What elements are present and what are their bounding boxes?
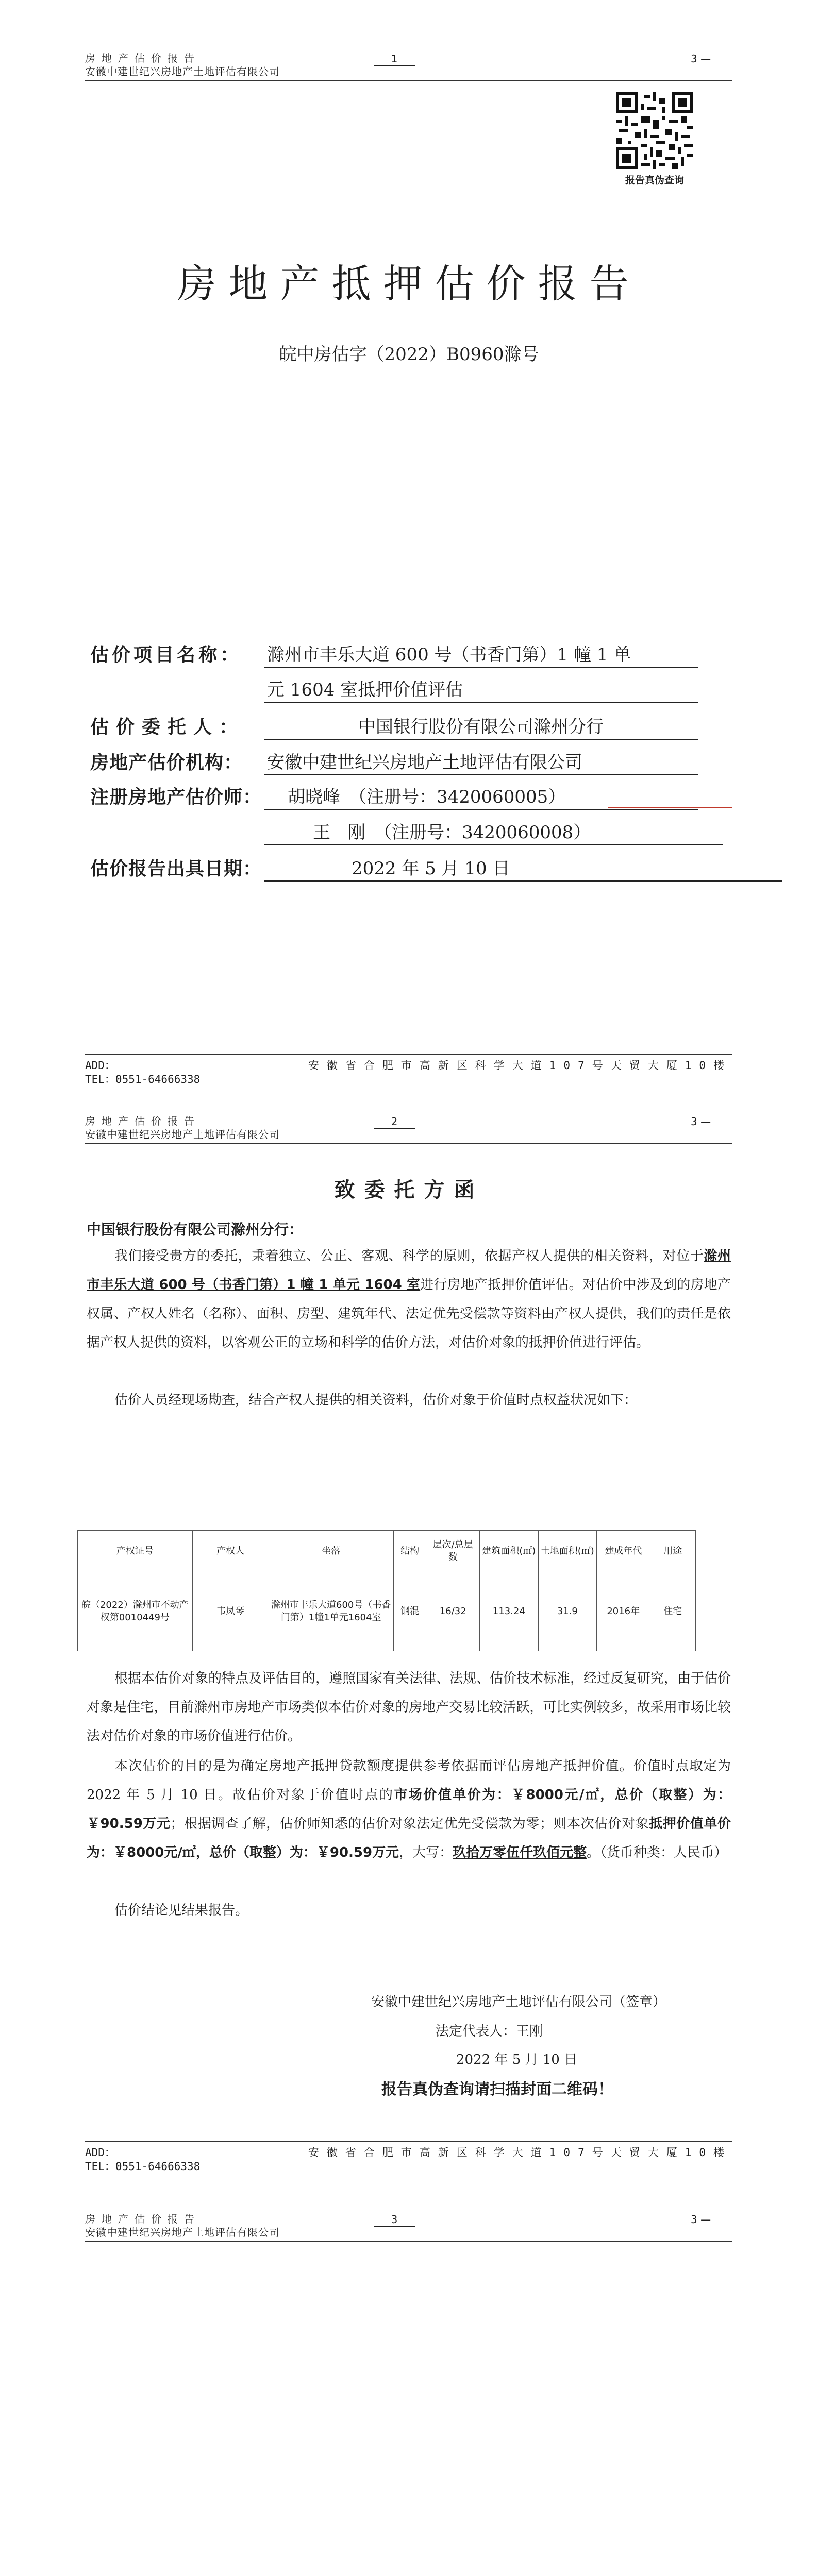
appraiser-1: 胡晓峰 （注册号：3420060005） [264,783,698,810]
footer-rule [85,1054,732,1055]
header-company: 安徽中建世纪兴房地产土地评估有限公司 [85,65,280,78]
signer-company: 安徽中建世纪兴房地产土地评估有限公司（签章） [371,1994,666,2010]
header-title: 房地产估价报告 [85,2213,201,2225]
valuation-table [77,1530,696,1651]
header-rule [85,80,732,81]
paragraph-2: 估价人员经现场勘查，结合产权人提供的相关资料，估价对象于价值时点权益状况如下： [114,1393,638,1408]
qr-code-icon[interactable] [616,92,693,169]
table-header-row: 产权证号 产权人 坐落 结构 层次/总层数 建筑面积(㎡) 土地面积(㎡) 建成年代 用途 [78,1531,696,1572]
paragraph-5: 估价结论见结果报告。 [114,1903,249,1918]
page-1 [0,0,818,1103]
header-company: 安徽中建世纪兴房地产土地评估有限公司 [85,1128,280,1141]
project-name-line2: 元 1604 室抵押价值评估 [264,675,698,703]
appraiser-2: 王 刚 （注册号：3420060008） [264,818,723,845]
report-number: 皖中房估字（2022）B0960滁号 [279,344,539,365]
page-number: 3 [374,2213,415,2227]
agency-label: 房地产估价机构： [90,752,243,773]
legal-representative: 法定代表人：王刚 [436,2024,543,2039]
total-pages: 3 — [691,53,711,65]
report-title: 房地产抵押估价报告 [177,261,641,307]
footer-tel: TEL：0551-64666338 [85,1073,201,1086]
footer-address: 安徽省合肥市高新区科学大道107号天贸大厦10楼 [308,1059,732,1072]
page-number: 2 [374,1115,415,1129]
header-rule [85,2241,732,2242]
client-label: 估价委托人： [90,717,245,738]
footer-rule [85,2141,732,2142]
verification-note: 报告真伪查询请扫描封面二维码！ [381,2080,613,2098]
footer-address: 安徽省合肥市高新区科学大道107号天贸大厦10楼 [308,2146,732,2159]
total-pages: 3 — [691,1115,711,1128]
total-pages: 3 — [691,2213,711,2226]
page-number: 1 [374,53,415,66]
paragraph-4: 本次估价的目的是为确定房地产抵押贷款额度提供参考依据而评估房地产抵押价值。价值时点取定为 2022 年 5 月 10 日。故估价对象于价值时点的市场价值单价为：￥8000元/㎡，总价（取整）为：￥90.59万元；根据调查了解，估价师知悉的估价对象法定优先受偿款为零；则本次估价对象抵押价值单价为：￥8000元/㎡，总价（取整）为：￥90.59万元，大写：玖拾万零伍仟玖佰元整。（货币种类：人民币） [87,1758,731,1860]
appraiser-label: 注册房地产估价师： [90,787,262,808]
signature-date: 2022 年 5 月 10 日 [456,2052,578,2067]
table-row: 皖（2022）滁州市不动产权第0010449号 韦凤琴 滁州市丰乐大道600号（书香门第）1幢1单元1604室 钢混 16/32 113.24 31.9 2016年 住宅 [78,1572,696,1651]
header-company: 安徽中建世纪兴房地产土地评估有限公司 [85,2226,280,2239]
client-name: 中国银行股份有限公司滁州分行 [264,713,698,740]
footer: ADD： 安徽省合肥市高新区科学大道107号天贸大厦10楼 TEL：0551-64666338 [85,1059,732,1086]
header-title: 房地产估价报告 [85,1115,201,1127]
page-3 [0,2204,818,2576]
project-label: 估价项目名称： [90,645,242,666]
footer: ADD： 安徽省合肥市高新区科学大道107号天贸大厦10楼 TEL：0551-64666338 [85,2146,732,2173]
project-name-line1: 滁州市丰乐大道 600 号（书香门第）1 幢 1 单 [264,640,698,668]
header-title: 房地产估价报告 [85,52,201,64]
header-rule [85,1143,732,1144]
date-label: 估价报告出具日期： [90,858,262,879]
paragraph-3: 根据本估价对象的特点及评估目的，遵照国家有关法律、法规、估价技术标准，经过反复研究，由于估价对象是住宅，目前滁州市房地产市场类似本估价对象的房地产交易比较活跃，可比实例较多，故采用市场比较法对估价对象的市场价值进行估价。 [87,1671,731,1744]
qr-label: 报告真伪查询 [625,175,684,186]
red-underline [608,807,732,808]
agency-name: 安徽中建世纪兴房地产土地评估有限公司 [264,748,698,775]
footer-tel: TEL：0551-64666338 [85,2160,201,2173]
paragraph-1: 我们接受贵方的委托，秉着独立、公正、客观、科学的原则，依据产权人提供的相关资料，对位于滁州市丰乐大道 600 号（书香门第）1 幢 1 单元 1604 室进行房地产抵押价值评估。对估价中涉及到的房地产权属、产权人姓名（名称）、面积、房型、建筑年代、法定优先受偿款等资料由产权人提供，我们的责任是依据产权人提供的资料，以客观公正的立场和科学的估价方法，对估价对象的抵押价值进行评估。 [87,1248,731,1350]
addressee: 中国银行股份有限公司滁州分行： [87,1221,304,1238]
report-date: 2022 年 5 月 10 日 [264,854,782,882]
letter-title: 致委托方函 [334,1178,484,1202]
